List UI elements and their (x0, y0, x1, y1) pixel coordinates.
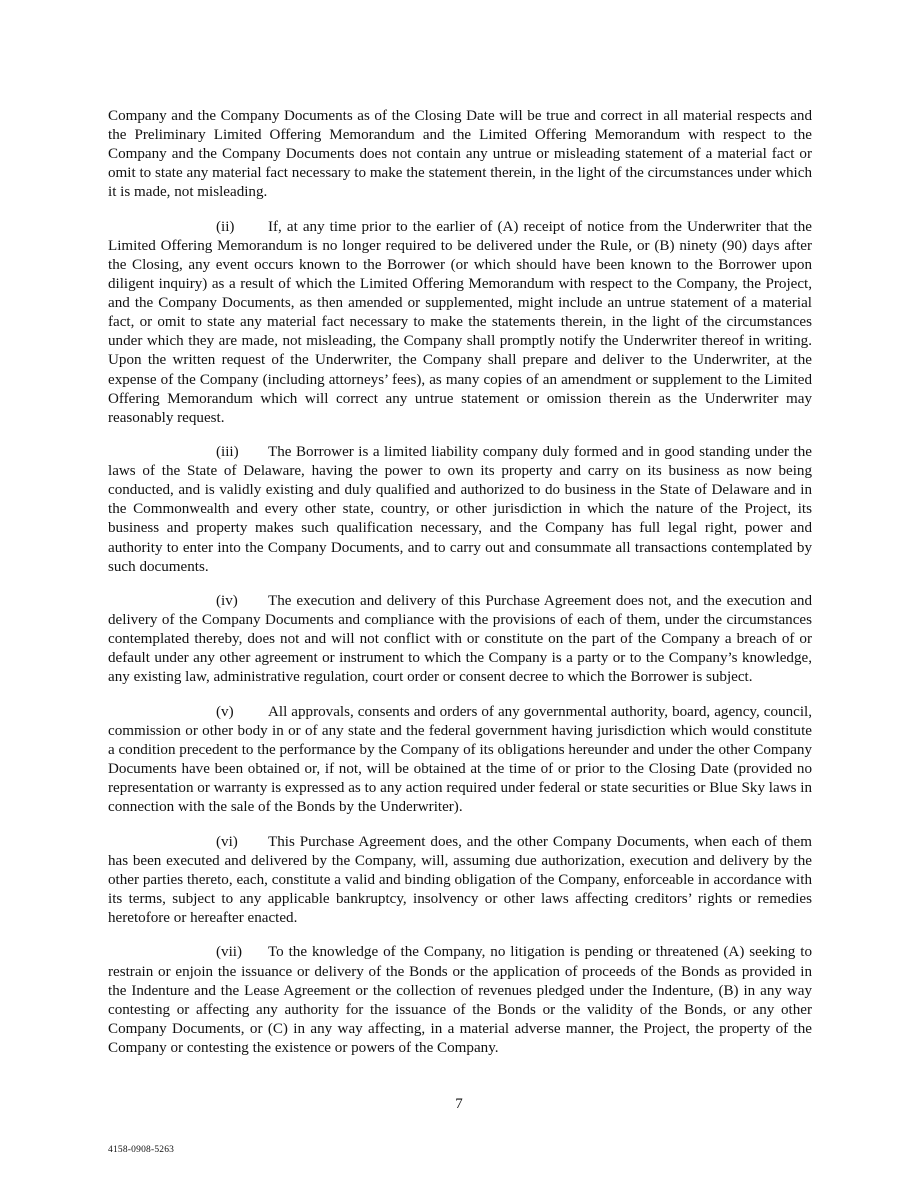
paragraph-iii (108, 443, 812, 577)
paragraph-text: All approvals, consents and orders of any governmental authority, board, agency, council, commission or other body in or of any state and the federal government having jurisdiction which would constitute a condition precedent to the performance by the Company of its obligations hereunder and under the other Company Documents have been obtained or, if not, will be obtained at the time of or prior to the Closing Date (provided no representation or warranty is expressed as to any action required under federal or state securities or Blue Sky laws in connection with the sale of the Bonds by the Underwriter). (108, 703, 812, 816)
paragraph-number: (iii) (216, 444, 239, 461)
paragraph-text: This Purchase Agreement does, and the other Company Documents, when each of them has been executed and delivered by the Company, will, assuming due authorization, execution and delivery by the other parties thereto, each, constitute a valid and binding obligation of the Company, enforceable in accordance with its terms, subject to any applicable bankruptcy, insolvency or other laws affecting creditors’ rights or remedies heretofore or hereafter enacted. (108, 833, 812, 927)
document-id: 4158-0908-5263 (108, 1145, 175, 1155)
page-number: 7 (455, 1096, 463, 1112)
paragraph-text: To the knowledge of the Company, no litigation is pending or threatened (A) seeking to restrain or enjoin the issuance or delivery of the Bonds or the application of proceeds of the Bonds as provided in the Indenture and the Lease Agreement or the collection of revenues pledged under the Indenture, (B) in any way contesting or affecting any authority for the issuance of the Bonds or the validity of the Bonds, or any other Company Documents, or (C) in any way affecting, in a material adverse manner, the Project, the property of the Company or contesting the existence or powers of the Company. (108, 944, 812, 1056)
paragraph-vi (108, 833, 812, 928)
paragraph-ii (108, 218, 812, 428)
paragraph-number: (ii) (216, 218, 235, 235)
paragraph-iv (108, 592, 812, 687)
paragraph-text: If, at any time prior to the earlier of (A) receipt of notice from the Underwriter that the Limited Offering Memorandum is no longer required to be delivered under the Rule, or (B) ninety (90) days after the Closing, any event occurs known to the Borrower (or which should have been known to the Borrower upon diligent inquiry) as a result of which the Limited Offering Memorandum with respect to the Company, the Project, and the Company Documents, as then amended or supplemented, might include an untrue statement of a material fact, or omit to state any material fact necessary to make the statements therein, in the light of the circumstances under which they are made, not misleading, the Company shall promptly notify the Underwriter thereof in writing. Upon the written request of the Underwriter, the Company shall prepare and deliver to the Underwriter, at the expense of the Company (including attorneys’ fees), as many copies of an amendment or supplement to the Limited Offering Memorandum which will correct any untrue statement or omission therein as the Underwriter may reasonably request. (108, 218, 812, 426)
paragraph-number: (vi) (216, 833, 238, 850)
document-body (108, 107, 812, 1073)
paragraph-number: (iv) (216, 593, 238, 610)
paragraph-v (108, 703, 812, 818)
paragraph-text: The Borrower is a limited liability company duly formed and in good standing under the laws of the State of Delaware, having the power to own its property and carry on its business as now being conducted, and is validly existing and duly qualified and authorized to do business in the State of Delaware and in the Commonwealth and every other state, country, or other jurisdiction in which the nature of the Project, its business and property makes such qualification necessary, and the Company has full legal right, power and authority to enter into the Company Documents, and to carry out and consummate all transactions contemplated by such documents. (108, 444, 812, 575)
paragraph-continuation (108, 107, 812, 202)
paragraph-text: The execution and delivery of this Purchase Agreement does not, and the execution and delivery of the Company Documents and compliance with the provisions of each of them, under the circumstances contemplated thereby, does not and will not conflict with or constitute on the part of the Company a breach of or default under any other agreement or instrument to which the Company is a party or to the Company’s knowledge, any existing law, administrative regulation, court order or consent decree to which the Borrower is subject. (108, 593, 812, 686)
paragraph-number: (v) (216, 703, 234, 720)
paragraph-number: (vii) (216, 944, 242, 961)
paragraph-vii (108, 943, 812, 1058)
paragraph-text: Company and the Company Documents as of the Closing Date will be true and correct in all material respects and the Preliminary Limited Offering Memorandum and the Limited Offering Memorandum with respect to the Company and the Company Documents does not contain any untrue or misleading statement of a material fact or omit to state any material fact necessary to make the statement therein, in the light of the circumstances under which it is made, not misleading. (108, 108, 812, 201)
